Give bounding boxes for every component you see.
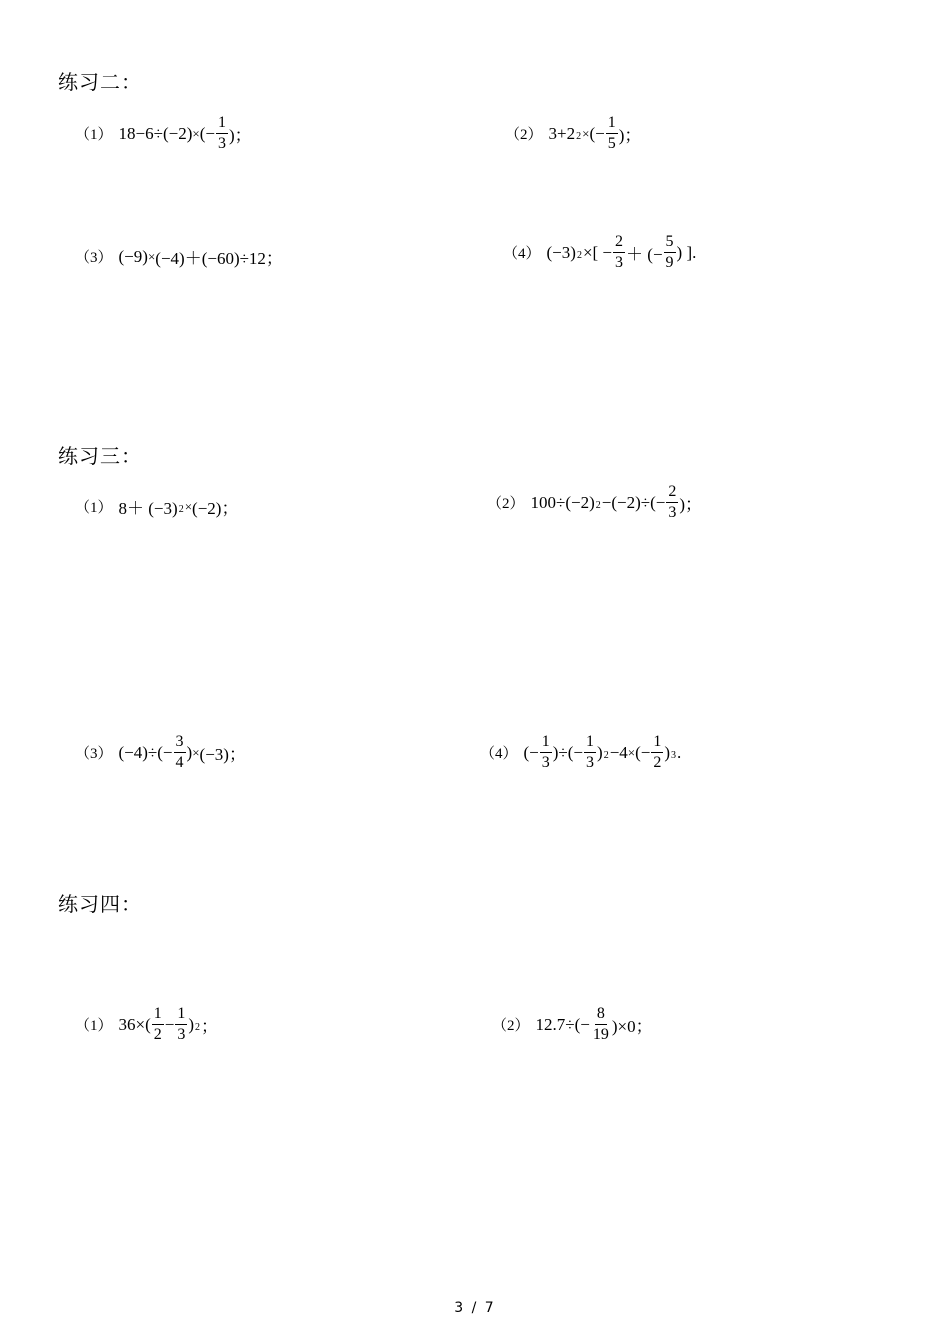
expr-part: (− (589, 123, 605, 143)
denominator: 2 (153, 1026, 162, 1043)
denominator: 3 (586, 754, 595, 771)
numerator: 8 (595, 1006, 607, 1025)
expr-part: × (184, 498, 193, 514)
exponent: 2 (178, 504, 184, 515)
problem-number: （2） (487, 496, 525, 512)
expr-part: 18−6 (118, 123, 154, 143)
fraction (591, 1006, 611, 1043)
numerator: 3 (174, 734, 186, 753)
problem-2-1 (75, 115, 252, 152)
expr-part: −(−2)÷(− (601, 492, 666, 512)
expr-part: (−2)； (192, 499, 239, 518)
problem-number: （3） (75, 250, 113, 266)
denominator: 3 (217, 135, 226, 152)
expr-part: (−3) (546, 242, 576, 262)
problem-2-4 (503, 234, 696, 271)
exponent: 2 (595, 500, 601, 511)
expr-part: )； (679, 495, 703, 514)
problem-number: （1） (75, 500, 113, 516)
fraction (216, 115, 228, 152)
expr-part: ； (201, 1017, 219, 1036)
expr-part: )； (618, 126, 642, 145)
numerator: 2 (613, 234, 625, 253)
problem-number: （3） (75, 746, 113, 762)
denominator: 2 (653, 754, 662, 771)
problem-4-2 (492, 1006, 653, 1043)
problem-number: （1） (75, 127, 113, 143)
fraction (584, 734, 596, 771)
expr-part: (−3)； (199, 745, 246, 764)
numerator: 5 (664, 234, 676, 253)
expr-part: ×[ − (582, 242, 613, 262)
fraction (540, 734, 552, 771)
numerator: 2 (666, 484, 678, 503)
expr-part: . (677, 742, 682, 762)
expr-part: × (147, 248, 156, 264)
expr-part: 36×( (118, 1014, 151, 1034)
expr-part: (−2) (162, 123, 193, 143)
expr-part: ) (186, 742, 193, 762)
expr-part: )÷(− (552, 742, 584, 762)
expr-part: (− (523, 742, 539, 762)
problem-3-3 (75, 734, 246, 771)
expr-part: ) (597, 742, 603, 762)
expr-part: − (164, 1014, 175, 1034)
fraction (666, 484, 678, 521)
problem-number: （4） (480, 746, 518, 762)
denominator: 19 (592, 1026, 609, 1043)
denominator: 4 (175, 754, 184, 771)
expr-part: (−9) (118, 246, 148, 266)
exponent: 2 (576, 131, 582, 142)
expr-part: (− (199, 123, 215, 143)
numerator: 1 (540, 734, 552, 753)
numerator: 1 (175, 1006, 187, 1025)
fraction (606, 115, 618, 152)
fraction (174, 734, 186, 771)
fraction (152, 1006, 164, 1043)
expr-part: )； (228, 126, 252, 145)
numerator: 1 (216, 115, 228, 134)
numerator: 1 (152, 1006, 164, 1025)
expr-part: (−4)÷(− (118, 742, 173, 762)
expr-part: ) ]. (676, 242, 697, 262)
exponent: 2 (576, 250, 582, 261)
problem-number: （2） (492, 1018, 530, 1034)
denominator: 3 (541, 754, 550, 771)
problem-number: （1） (75, 1018, 113, 1034)
expr-part: 100÷(−2) (530, 492, 595, 512)
expr-part: 8＋ (−3) (118, 499, 178, 518)
expr-part: × (192, 125, 200, 141)
denominator: 3 (615, 254, 624, 271)
expr-part: (− (635, 742, 651, 762)
denominator: 9 (665, 254, 674, 271)
expr-part: (−4)＋(−60)÷12； (155, 249, 283, 268)
numerator: 1 (584, 734, 596, 753)
denominator: 5 (607, 135, 616, 152)
expr-part: 12.7÷(− (535, 1014, 590, 1034)
fraction (651, 734, 663, 771)
expr-part: × (627, 744, 636, 760)
expr-part: × (582, 125, 590, 141)
exponent: 2 (195, 1022, 201, 1033)
expr-part: × (192, 744, 200, 760)
expr-part: −4 (609, 742, 628, 762)
expr-part: ) (664, 742, 671, 762)
expr-part: ) (188, 1014, 195, 1034)
denominator: 3 (668, 504, 677, 521)
problem-3-2 (487, 484, 702, 521)
problem-3-4 (480, 734, 681, 771)
fraction (613, 234, 625, 271)
problem-number: （4） (503, 246, 541, 262)
expr-part: ÷ (153, 123, 163, 143)
expr-part: 3+2 (548, 123, 576, 143)
exponent: 3 (671, 750, 677, 761)
expr-part: ＋ (− (626, 245, 663, 264)
section-title-4: 练习四： (58, 894, 142, 916)
numerator: 1 (651, 734, 663, 753)
problem-number: （2） (505, 127, 543, 143)
problem-4-1 (75, 1006, 218, 1043)
numerator: 1 (606, 115, 618, 134)
problem-2-2 (505, 115, 641, 152)
denominator: 3 (177, 1026, 186, 1043)
expr-part: )×0； (611, 1017, 653, 1036)
section-title-3: 练习三： (58, 446, 142, 468)
problem-3-1 (75, 494, 238, 519)
page-number: 3 / 7 (454, 1300, 496, 1316)
section-title-2: 练习二： (58, 72, 142, 94)
fraction (664, 234, 676, 271)
problem-2-3 (75, 244, 283, 269)
fraction (175, 1006, 187, 1043)
exponent: 2 (603, 750, 609, 761)
